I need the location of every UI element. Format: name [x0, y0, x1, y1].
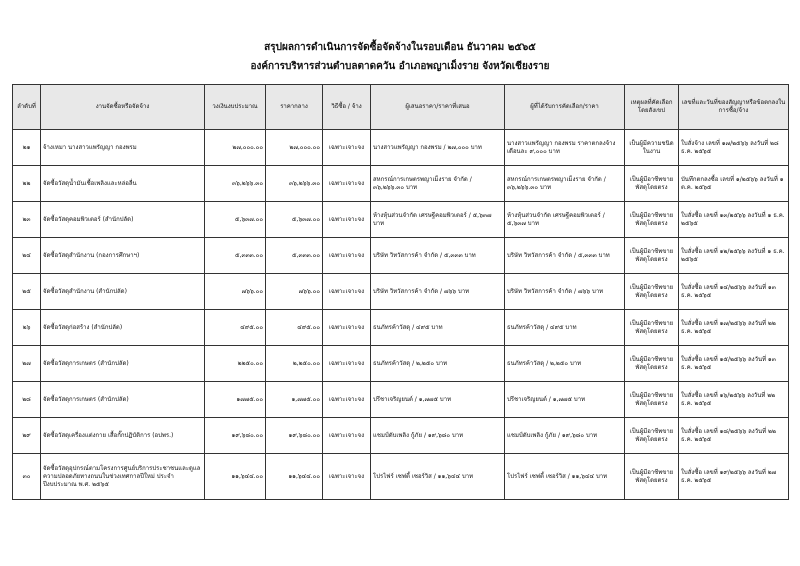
cell-median: ๕,๓๓๓.๐๐	[266, 238, 323, 274]
header-median: ราคากลาง	[266, 85, 323, 130]
cell-method: เฉพาะเจาะจง	[323, 382, 371, 418]
cell-contract: ใบสั่งซื้อ เลขที่ ๑๕/๒๕๖๖ ลงวันที่ ๑๓ ธ.ค. ๒๕๖๕	[679, 346, 789, 382]
cell-work: จัดซื้อวัสดุสำนักงาน (สำนักปลัด)	[41, 274, 205, 310]
cell-work: จัดซื้อวัสดุน้ำมันเชื้อเพลิงและหล่อลื่น	[41, 166, 205, 202]
cell-winner: แชมป์ดับเพลิง กู้ภัย / ๑๙,๖๘๐ บาท	[505, 418, 625, 454]
cell-contract: ใบสั่งซื้อ เลขที่ ๑๒/๒๕๖๖ ลงวันที่ ๑ ธ.ค. ๒๕๖๕	[679, 238, 789, 274]
cell-budget: ๑๑,๖๔๔.๐๐	[205, 454, 266, 500]
cell-budget: ๑๗๗๕.๐๐	[205, 382, 266, 418]
cell-work: จัดซื้อวัสดุอุปกรณ์ตามโครงการศูนย์บริการประชาชนและดูแลความปลอดภัยทางถนนในช่วงเทศกาลปีใหม่ ประจำปีงบประมาณ พ.ศ. ๒๕๖๕	[41, 454, 205, 500]
cell-no: ๒๑	[13, 130, 41, 166]
cell-no: ๒๒	[13, 166, 41, 202]
cell-method: เฉพาะเจาะจง	[323, 274, 371, 310]
cell-reason: เป็นผู้มีอาชีพขายพัสดุโดยตรง	[625, 238, 679, 274]
cell-no: ๒๗	[13, 346, 41, 382]
cell-budget: ๕,๖๓๗.๐๐	[205, 202, 266, 238]
cell-method: เฉพาะเจาะจง	[323, 166, 371, 202]
cell-work: จัดซื้อวัสดุก่อสร้าง (สำนักปลัด)	[41, 310, 205, 346]
cell-winner: นางสาวแพรัญญา กองพรม ราคาตกลงจ้าง เดือนละ ๙,๐๐๐ บาท	[505, 130, 625, 166]
cell-median: ๑,๗๗๕.๐๐	[266, 382, 323, 418]
cell-work: จ้างเหมา นางสาวแพรัญญา กองพรม	[41, 130, 205, 166]
table-row	[13, 130, 789, 166]
cell-no: ๒๙	[13, 418, 41, 454]
cell-reason: เป็นผู้มีอาชีพขายพัสดุโดยตรง	[625, 166, 679, 202]
cell-reason: เป็นผู้มีความชนิดในงาน	[625, 130, 679, 166]
document-title: สรุปผลการดำเนินการจัดซื้อจัดจ้างในรอบเดือน ธันวาคม ๒๕๖๕	[264, 42, 536, 53]
cell-bidders: บริษัท วิทวัสการค้า จำกัด / ๕,๓๓๓ บาท	[371, 238, 505, 274]
cell-winner: ธนภัทรค้าวัสดุ / ๒,๒๕๐ บาท	[505, 346, 625, 382]
document-subtitle: องค์การบริหารส่วนตำบลตาดควัน อำเภอพญาเม็งราย จังหวัดเชียงราย	[250, 61, 550, 72]
cell-method: เฉพาะเจาะจง	[323, 454, 371, 500]
cell-winner: บริษัท วิทวัสการค้า จำกัด / ๗๖๖ บาท	[505, 274, 625, 310]
table-header-row	[13, 85, 789, 130]
cell-no: ๒๓	[13, 202, 41, 238]
cell-median: ๑๙,๖๘๐.๐๐	[266, 418, 323, 454]
cell-budget: ๓๖,๒๖๖.๓๐	[205, 166, 266, 202]
cell-no: ๒๕	[13, 274, 41, 310]
table-row	[13, 310, 789, 346]
cell-method: เฉพาะเจาะจง	[323, 310, 371, 346]
cell-bidders: โปรไฟร์ เซฟตี้ เซอร์วิส / ๑๑,๖๔๔ บาท	[371, 454, 505, 500]
cell-median: ๒๗,๐๐๐.๐๐	[266, 130, 323, 166]
cell-contract: ใบสั่งซื้อ เลขที่ ๑๔/๒๕๖๖ ลงวันที่ ๑๓ ธ.ค. ๒๕๖๕	[679, 274, 789, 310]
cell-median: ๗๖๖.๐๐	[266, 274, 323, 310]
cell-median: ๕,๖๓๗.๐๐	[266, 202, 323, 238]
cell-no: ๒๘	[13, 382, 41, 418]
cell-reason: เป็นผู้มีอาชีพขายพัสดุโดยตรง	[625, 418, 679, 454]
cell-reason: เป็นผู้มีอาชีพขายพัสดุโดยตรง	[625, 202, 679, 238]
cell-winner: ห้างหุ้นส่วนจำกัด เศรษฐีคอมพิวเตอร์ / ๕,๖๓๗ บาท	[505, 202, 625, 238]
cell-bidders: ธนภัทรค้าวัสดุ / ๒,๒๕๐ บาท	[371, 346, 505, 382]
cell-winner: ปรีชาเจริญยนต์ / ๑,๗๗๕ บาท	[505, 382, 625, 418]
cell-bidders: ห้างหุ้นส่วนจำกัด เศรษฐีคอมพิวเตอร์ / ๕,๖๓๗ บาท	[371, 202, 505, 238]
table-row	[13, 346, 789, 382]
cell-contract: ใบสั่งซื้อ เลขที่ ๑๖/๒๕๖๖ ลงวันที่ ๒๒ ธ.ค. ๒๕๖๕	[679, 382, 789, 418]
cell-winner: บริษัท วิทวัสการค้า จำกัด / ๕,๓๓๓ บาท	[505, 238, 625, 274]
cell-budget: ๑๙,๖๘๐.๐๐	[205, 418, 266, 454]
header-bidders: ผู้เสนอราคา/ราคาที่เสนอ	[371, 85, 505, 130]
cell-reason: เป็นผู้มีอาชีพขายพัสดุโดยตรง	[625, 274, 679, 310]
cell-contract: บันทึกตกลงซื้อ เลขที่ ๑/๒๕๖๖ ลงวันที่ ๑ ต.ค. ๒๕๖๕	[679, 166, 789, 202]
cell-median: ๔๙๕.๐๐	[266, 310, 323, 346]
cell-budget: ๔๙๕.๐๐	[205, 310, 266, 346]
cell-reason: เป็นผู้มีอาชีพขายพัสดุโดยตรง	[625, 346, 679, 382]
cell-no: ๒๔	[13, 238, 41, 274]
header-no: ลำดับที่	[13, 85, 41, 130]
cell-method: เฉพาะเจาะจง	[323, 346, 371, 382]
table-row	[13, 166, 789, 202]
header-method: วิธีซื้อ / จ้าง	[323, 85, 371, 130]
cell-bidders: บริษัท วิทวัสการค้า จำกัด / ๗๖๖ บาท	[371, 274, 505, 310]
cell-median: ๑๑,๖๔๔.๐๐	[266, 454, 323, 500]
cell-reason: เป็นผู้มีอาชีพขายพัสดุโดยตรง	[625, 310, 679, 346]
cell-method: เฉพาะเจาะจง	[323, 238, 371, 274]
procurement-table	[12, 84, 789, 500]
cell-winner: ธนภัทรค้าวัสดุ / ๔๙๕ บาท	[505, 310, 625, 346]
header-contract: เลขที่และวันที่ของสัญญาหรือข้อตกลงในการซื้อ/จ้าง	[679, 85, 789, 130]
cell-budget: ๒๒๕๐.๐๐	[205, 346, 266, 382]
cell-reason: เป็นผู้มีอาชีพขายพัสดุโดยตรง	[625, 454, 679, 500]
cell-bidders: ปรีชาเจริญยนต์ / ๑,๗๗๕ บาท	[371, 382, 505, 418]
table-row	[13, 454, 789, 500]
cell-no: ๒๖	[13, 310, 41, 346]
table-row	[13, 382, 789, 418]
cell-work: จัดซื้อวัสดุสำนักงาน (กองการศึกษาฯ)	[41, 238, 205, 274]
header-work: งานจัดซื้อหรือจัดจ้าง	[41, 85, 205, 130]
cell-work: จัดซื้อวัสดุการเกษตร (สำนักปลัด)	[41, 382, 205, 418]
table-row	[13, 274, 789, 310]
cell-reason: เป็นผู้มีอาชีพขายพัสดุโดยตรง	[625, 382, 679, 418]
cell-winner: สหกรณ์การเกษตรพญาเม็งราย จำกัด / ๓๖,๒๖๖.๓๐ บาท	[505, 166, 625, 202]
cell-median: ๓๖,๒๖๖.๓๐	[266, 166, 323, 202]
header-reason: เหตุผลที่คัดเลือกโดยสังเขป	[625, 85, 679, 130]
cell-bidders: ธนภัทรค้าวัสดุ / ๔๙๕ บาท	[371, 310, 505, 346]
cell-bidders: สหกรณ์การเกษตรพญาเม็งราย จำกัด / ๓๖,๒๖๖.๓๐ บาท	[371, 166, 505, 202]
cell-budget: ๗๖๖.๐๐	[205, 274, 266, 310]
cell-contract: ใบสั่งซื้อ เลขที่ ๑๓/๒๕๖๖ ลงวันที่ ๑ ธ.ค. ๒๕๖๕	[679, 202, 789, 238]
table-row	[13, 238, 789, 274]
cell-median: ๒,๒๕๐.๐๐	[266, 346, 323, 382]
cell-method: เฉพาะเจาะจง	[323, 202, 371, 238]
cell-budget: ๕,๓๓๓.๐๐	[205, 238, 266, 274]
header-budget: วงเงินงบประมาณ	[205, 85, 266, 130]
cell-work: จัดซื้อวัสดุเครื่องแต่งกาย เสื้อกั๊กปฏิบัติการ (อปพร.)	[41, 418, 205, 454]
cell-winner: โปรไฟร์ เซฟตี้ เซอร์วิส / ๑๑,๖๔๔ บาท	[505, 454, 625, 500]
table-row	[13, 202, 789, 238]
cell-method: เฉพาะเจาะจง	[323, 418, 371, 454]
cell-no: ๓๐	[13, 454, 41, 500]
cell-contract: ใบสั่งซื้อ เลขที่ ๑๗/๒๕๖๖ ลงวันที่ ๒๒ ธ.ค. ๒๕๖๕	[679, 310, 789, 346]
header-winner: ผู้ที่ได้รับการคัดเลือก/ราคา	[505, 85, 625, 130]
cell-contract: ใบสั่งจ้าง เลขที่ ๑๗/๒๕๖๖ ลงวันที่ ๒๘ ธ.ค. ๒๕๖๕	[679, 130, 789, 166]
cell-contract: ใบสั่งซื้อ เลขที่ ๑๘/๒๕๖๖ ลงวันที่ ๒๒ ธ.ค. ๒๕๖๕	[679, 418, 789, 454]
cell-bidders: แชมป์ดับเพลิง กู้ภัย / ๑๙,๖๘๐ บาท	[371, 418, 505, 454]
cell-method: เฉพาะเจาะจง	[323, 130, 371, 166]
cell-budget: ๒๗,๐๐๐.๐๐	[205, 130, 266, 166]
cell-bidders: นางสาวแพรัญญา กองพรม / ๒๗,๐๐๐ บาท	[371, 130, 505, 166]
cell-contract: ใบสั่งซื้อ เลขที่ ๑๙/๒๕๖๖ ลงวันที่ ๒๗ ธ.ค. ๒๕๖๕	[679, 454, 789, 500]
table-row	[13, 418, 789, 454]
cell-work: จัดซื้อวัสดุคอมพิวเตอร์ (สำนักปลัด)	[41, 202, 205, 238]
cell-work: จัดซื้อวัสดุการเกษตร (สำนักปลัด)	[41, 346, 205, 382]
